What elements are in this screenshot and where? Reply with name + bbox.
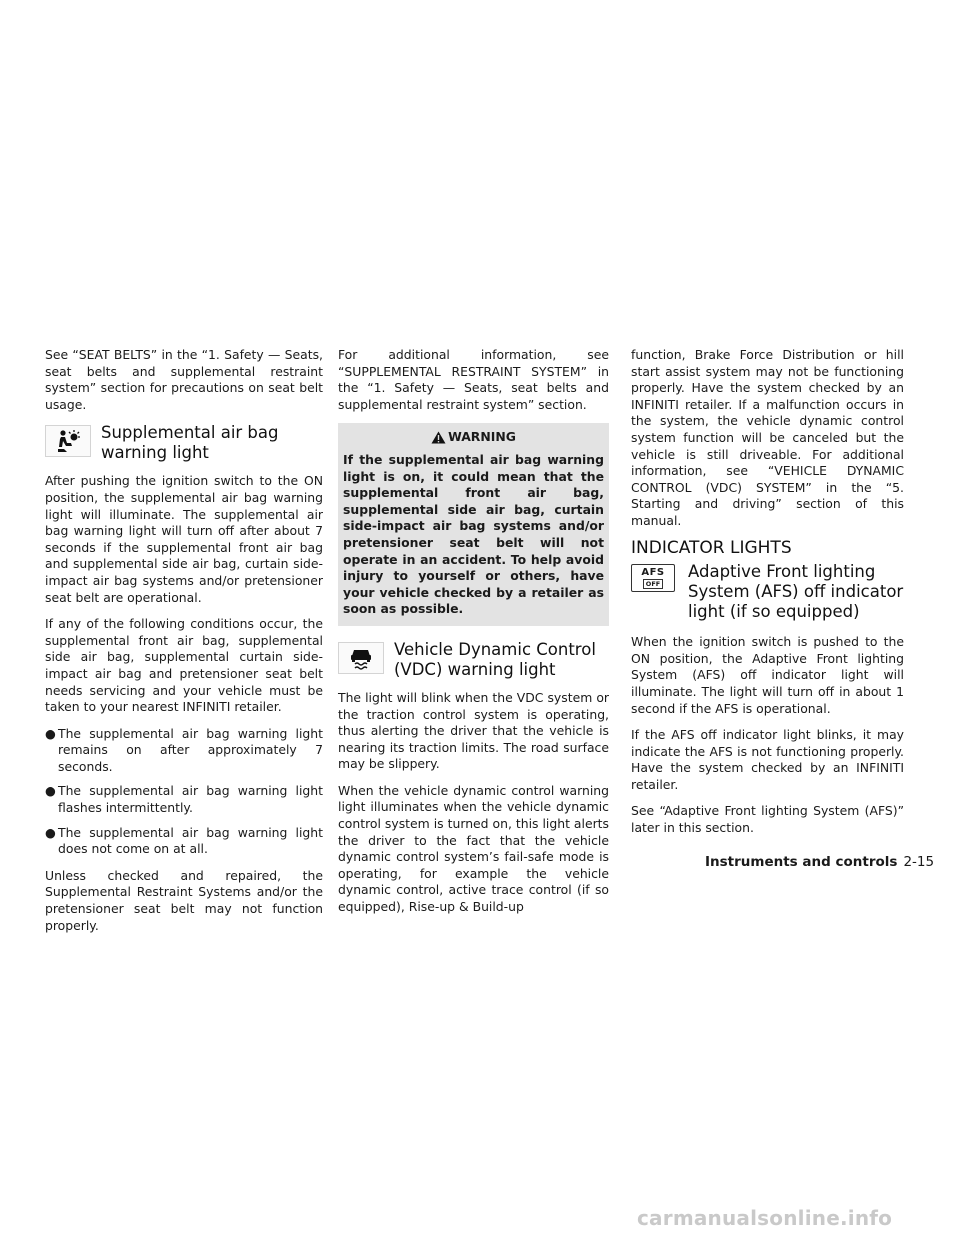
airbag-paragraph-3: Unless checked and repaired, the Supplemental Restraint Systems and/or the pretensioner seat belt may not function properly. — [45, 867, 323, 933]
warning-text: If the supplemental air bag warning light is on, it could mean that the supplemental front air bag, supplemental side air bag, curtain side-impact air bag systems and/or pretensioner seat belt will not operate in an accident. To help avoid injury to yourself or others, have your vehicle checked by a retailer as soon as possible. — [343, 451, 604, 617]
airbag-paragraph-2: If any of the following conditions occur, the supplemental front air bag, supplemental side air bag, supplemental curtain side-impact air bag and pretensioner seat belt needs servicing and your vehicle must be taken to your nearest INFINITI retailer. — [45, 616, 323, 715]
page-footer — [705, 854, 934, 870]
column-3 — [631, 347, 904, 847]
airbag-bullet-list — [45, 726, 323, 858]
additional-info-paragraph: For additional information, see “SUPPLEMENTAL RESTRAINT SYSTEM” in the “1. Safety — Seats, seat belts and supplemental restraint system” section. — [338, 347, 609, 412]
section-title: INDICATOR LIGHTS — [631, 537, 792, 558]
airbag-paragraph-1: After pushing the ignition switch to the ON position, the supplemental air bag warning light will illuminate. The supplemental air bag warning light will turn off after about 7 seconds if the supplemental front air bag and supplemental side air bag, curtain side-impact air bag systems and/or pretensioner seat belt are operational. — [45, 473, 323, 605]
airbag-warning-icon — [45, 425, 91, 457]
list-item: ● The supplemental air bag warning light remains on after approximately 7 seconds. — [45, 725, 323, 774]
afs-subheading — [631, 562, 904, 622]
page-number: 2-15 — [903, 854, 935, 870]
intro-paragraph: See “SEAT BELTS” in the “1. Safety — Seats, seat belts and supplemental restraint system” section for precautions on seat belt usage. — [45, 347, 323, 412]
vdc-paragraph-1: The light will blink when the VDC system or the traction control system is operating, thus alerting the driver that the vehicle is nearing its traction limits. The road surface may be slippery. — [338, 689, 609, 772]
warning-heading — [343, 429, 604, 446]
afs-title: Adaptive Front lighting System (AFS) off indicator light (if so equipped) — [688, 562, 904, 622]
warning-box — [338, 423, 609, 626]
airbag-subheading — [45, 423, 323, 463]
vdc-title: Vehicle Dynamic Control (VDC) warning light — [394, 639, 596, 679]
vdc-continued-paragraph: function, Brake Force Distribution or hill start assist system may not be functioning properly. Have the system checked by an INFINITI retailer. If a malfunction occurs in the system, the vehicle dynamic control system function will be canceled but the vehicle is still driveable. For additional information, see “VEHICLE DYNAMIC CONTROL (VDC) SYSTEM” in the “5. Starting and driving” section of this manual. — [631, 347, 904, 528]
airbag-title: Supplemental air bag warning light — [101, 423, 279, 463]
warning-label: WARNING — [448, 429, 516, 445]
warning-triangle-icon — [431, 431, 446, 444]
column-2 — [338, 347, 609, 926]
afs-paragraph-2: If the AFS off indicator light blinks, it may indicate the AFS is not functioning properly. Have the system checked by an INFINITI retailer. — [631, 727, 904, 792]
vdc-warning-icon — [338, 642, 384, 674]
vdc-subheading — [338, 640, 609, 680]
list-item: ● The supplemental air bag warning light flashes intermittently. — [45, 783, 323, 816]
list-item: ● The supplemental air bag warning light does not come on at all. — [45, 824, 323, 857]
vdc-paragraph-2: When the vehicle dynamic control warning light illuminates when the vehicle dynamic control system is turned on, this light alerts the driver to the fact that the vehicle dynamic control system’s fail-safe mode is operating, for example the vehicle dynamic control, active trace control (if so equipped), Rise-up & Build-up — [338, 782, 609, 915]
watermark: carmanualsonline.info — [637, 1206, 893, 1230]
afs-paragraph-3: See “Adaptive Front lighting System (AFS)” later in this section. — [631, 803, 904, 836]
afs-paragraph-1: When the ignition switch is pushed to the ON position, the Adaptive Front lighting System (AFS) off indicator light will illuminate. The light will turn off in about 1 second if the AFS is operational. — [631, 634, 904, 716]
column-1 — [45, 347, 323, 944]
afs-off-icon: AFS OFF — [631, 564, 675, 592]
footer-section: Instruments and controls — [705, 854, 898, 870]
